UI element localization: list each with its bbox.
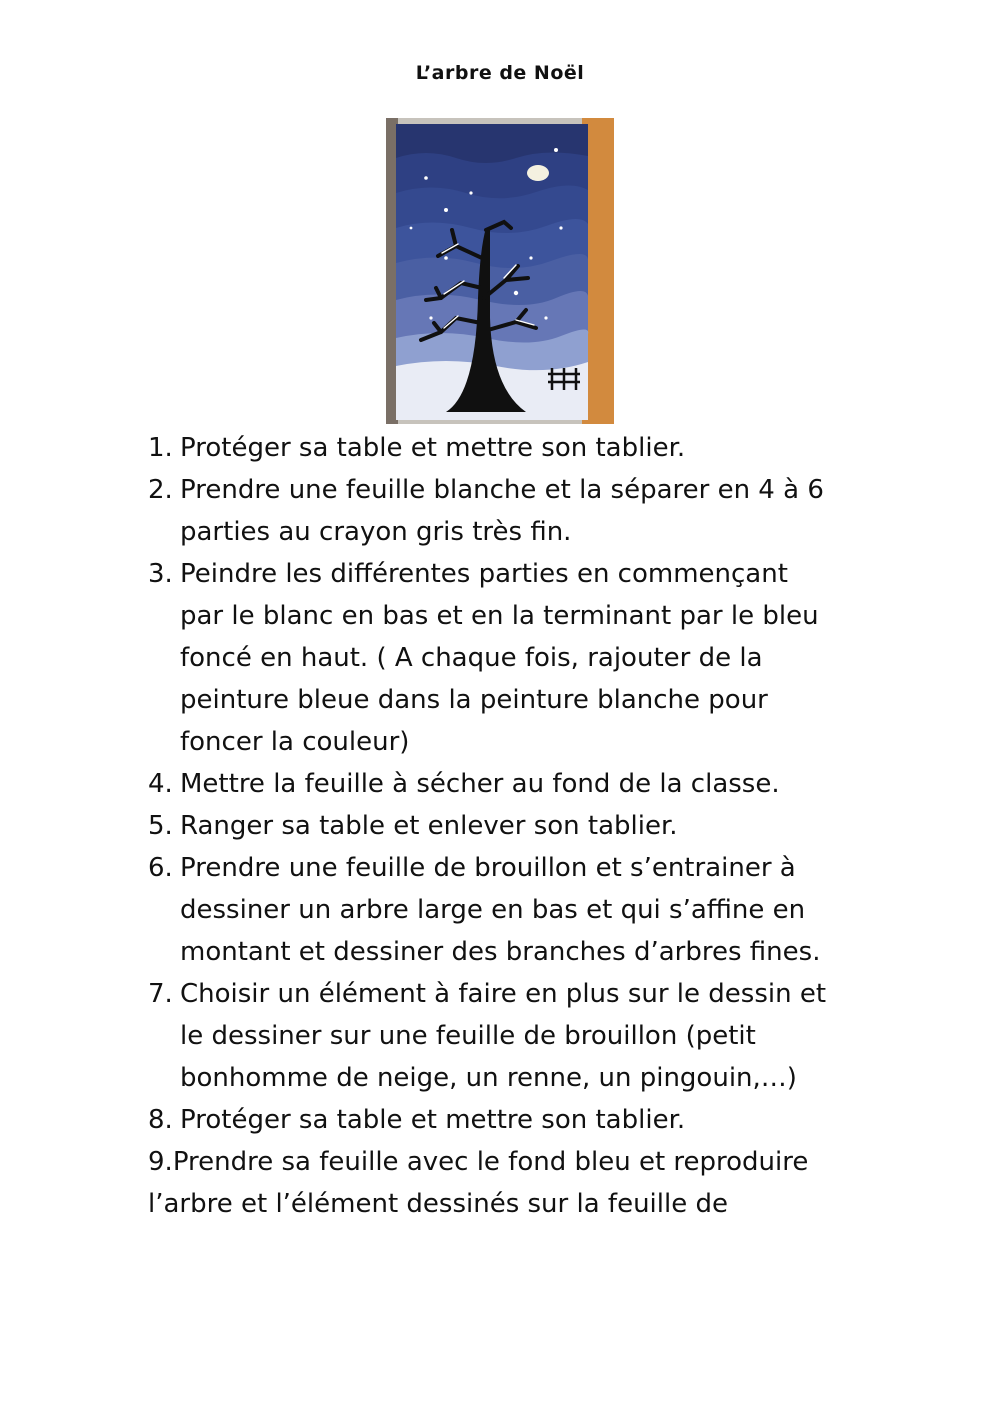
moon	[527, 165, 549, 181]
step-number: 1.	[148, 433, 173, 463]
instruction-list	[148, 427, 888, 1225]
page-title: L’arbre de Noël	[415, 62, 585, 84]
step-number: 4.	[148, 769, 173, 799]
step-text: Ranger sa table et enlever son tablier.	[180, 811, 678, 841]
step-6	[148, 847, 888, 973]
fence	[548, 368, 580, 390]
step-2	[148, 469, 888, 553]
step-5	[148, 805, 888, 847]
step-text: Protéger sa table et mettre son tablier.	[180, 1105, 686, 1135]
step-number: 5.	[148, 811, 173, 841]
step-9	[148, 1141, 888, 1225]
step-number: 9.	[148, 1147, 173, 1177]
step-text: Prendre sa feuille avec le fond bleu et reproduire l’arbre et l’élément dessinés sur la feuille de	[148, 1147, 809, 1219]
step-text: Choisir un élément à faire en plus sur le dessin et le dessiner sur une feuille de brouillon (petit bonhomme de neige, un renne, un pingouin,…)	[180, 979, 827, 1093]
step-8	[148, 1099, 888, 1141]
step-text: Prendre une feuille blanche et la séparer en 4 à 6 parties au crayon gris très fin.	[180, 475, 824, 547]
step-7	[148, 973, 888, 1099]
step-3	[148, 553, 888, 763]
step-text: Protéger sa table et mettre son tablier.	[180, 433, 686, 463]
step-text: Peindre les différentes parties en commençant par le blanc en bas et en la terminant par le bleu foncé en haut. ( A chaque fois, rajouter de la peinture bleue dans la peinture blanche pour foncer la couleur)	[180, 559, 819, 757]
winter-tree-painting-icon	[386, 118, 614, 424]
step-1	[148, 427, 888, 469]
winter-tree-painting-photo	[386, 118, 614, 424]
step-number: 2.	[148, 475, 173, 505]
step-number: 3.	[148, 559, 173, 589]
step-number: 8.	[148, 1105, 173, 1135]
step-text: Prendre une feuille de brouillon et s’entrainer à dessiner un arbre large en bas et qui s’affine en montant et dessiner des branches d’arbres fines.	[180, 853, 821, 967]
step-text: Mettre la feuille à sécher au fond de la classe.	[180, 769, 780, 799]
step-number: 7.	[148, 979, 173, 1009]
step-4	[148, 763, 888, 805]
step-number: 6.	[148, 853, 173, 883]
